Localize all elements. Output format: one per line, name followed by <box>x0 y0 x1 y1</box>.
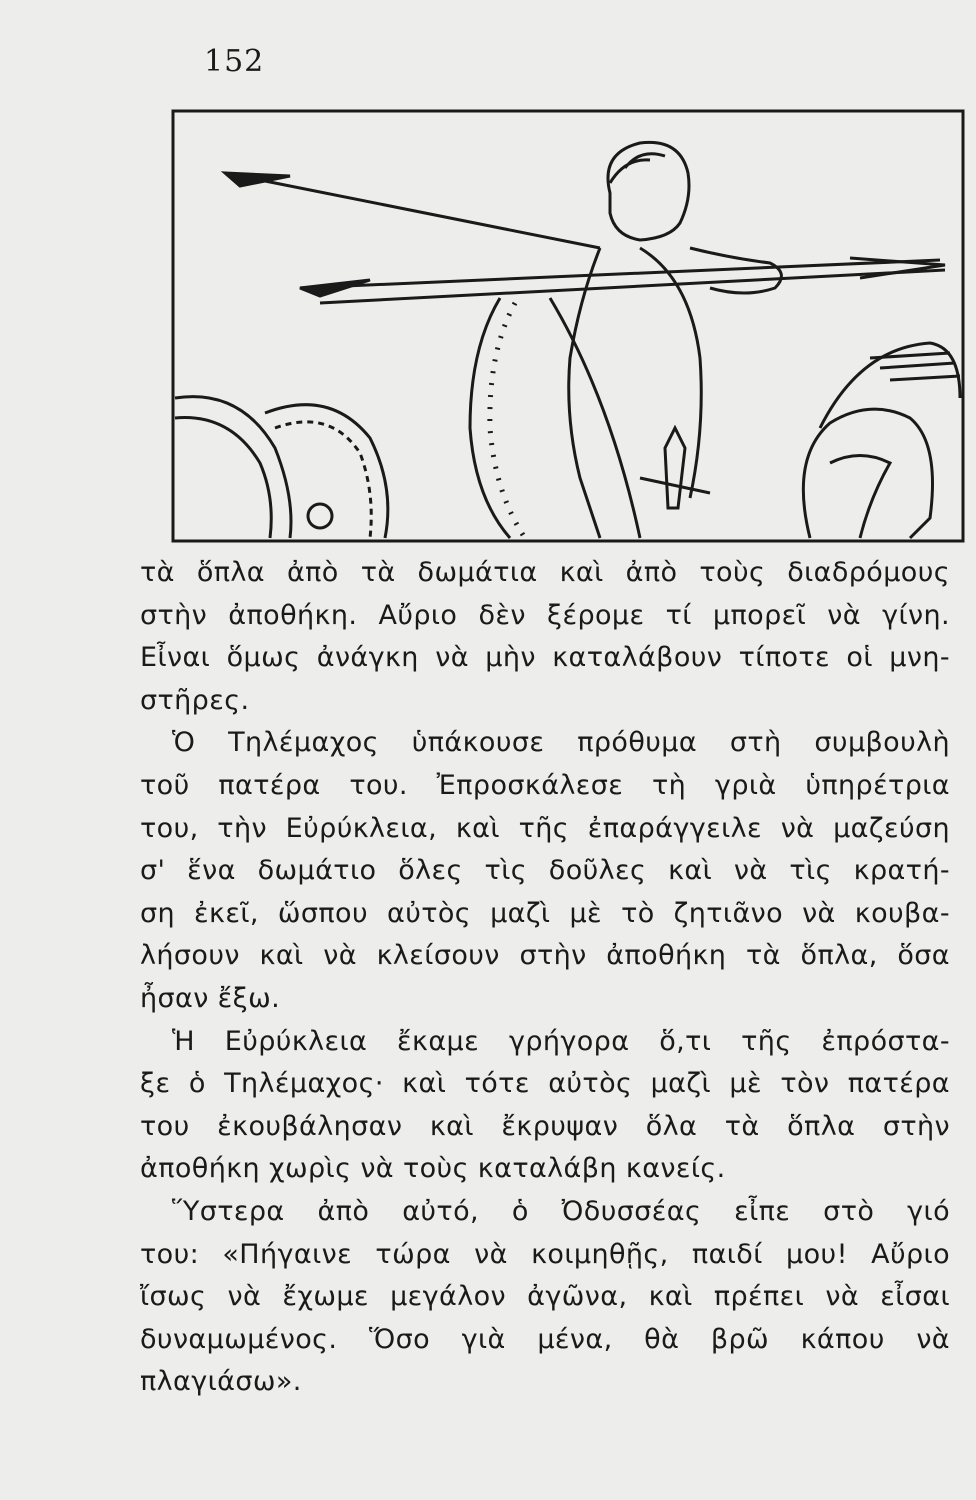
figure-drawing <box>470 142 781 538</box>
illustration <box>170 98 966 548</box>
text-line: του ἐκουβάλησαν καὶ ἔκρυψαν ὅλα τὰ ὅπλα στὴν <box>140 1110 950 1142</box>
text-line: ἴσως νὰ ἔχωμε μεγάλον ἀγῶνα, καὶ πρέπει νὰ εἶσαι <box>140 1281 950 1313</box>
helmet-icon <box>803 343 960 538</box>
body-text <box>140 552 950 1404</box>
text-line: ξε ὁ Τηλέμαχος· καὶ τότε αὐτὸς μαζὶ μὲ τὸν πατέρα <box>140 1068 950 1100</box>
text-line: του, τὴν Εὐρύκλεια, καὶ τῆς ἐπαράγγειλε νὰ μαζεύση <box>140 812 950 844</box>
text-line: τοῦ πατέρα του. Ἐπροσκάλεσε τὴ γριὰ ὑπηρέτρια <box>140 769 950 801</box>
text-line: λήσουν καὶ νὰ κλείσουν στὴν ἀποθήκη τὰ ὅπλα, ὅσα <box>140 940 950 972</box>
page-number: 152 <box>204 44 265 79</box>
text-line: του: «Πήγαινε τώρα νὰ κοιμηθῇς, παιδί μου! Αὔριο <box>140 1238 950 1270</box>
text-line: Ἡ Εὐρύκλεια ἔκαμε γρήγορα ὅ,τι τῆς ἐπρόστα- <box>172 1025 950 1057</box>
text-line: Ὕστερα ἀπὸ αὐτό, ὁ Ὀδυσσέας εἶπε στὸ γιό <box>172 1195 950 1227</box>
text-line: Εἶναι ὅμως ἀνάγκη νὰ μὴν καταλάβουν τίποτε οἱ μνη- <box>140 642 950 674</box>
spear-icon <box>225 173 945 303</box>
text-line: ἀποθήκη χωρὶς νὰ τοὺς καταλάβη κανείς. <box>140 1153 726 1185</box>
illustration-frame <box>173 111 963 541</box>
text-line: στὴν ἀποθήκη. Αὔριο δὲν ξέρομε τί μπορεῖ νὰ γίνη. <box>140 599 950 631</box>
text-line: δυναμωμένος. Ὅσο γιὰ μένα, θὰ βρῶ κάπου νὰ <box>140 1323 950 1355</box>
text-line: πλαγιάσω». <box>140 1366 302 1398</box>
text-line: Ὁ Τηλέμαχος ὑπάκουσε πρόθυμα στὴ συμβουλὴ <box>172 727 950 759</box>
text-line: σ' ἕνα δωμάτιο ὅλες τὶς δοῦλες καὶ νὰ τὶς κρατή- <box>140 855 950 887</box>
shield-icon <box>175 397 388 538</box>
text-line: ἦσαν ἔξω. <box>140 982 281 1014</box>
text-line: στῆρες. <box>140 684 250 716</box>
text-line: ση ἐκεῖ, ὥσπου αὐτὸς μαζὶ μὲ τὸ ζητιᾶνο νὰ κουβα- <box>140 897 950 929</box>
text-line: τὰ ὅπλα ἀπὸ τὰ δωμάτια καὶ ἀπὸ τοὺς διαδρόμους <box>140 557 950 588</box>
illustration-drawing <box>170 98 966 548</box>
